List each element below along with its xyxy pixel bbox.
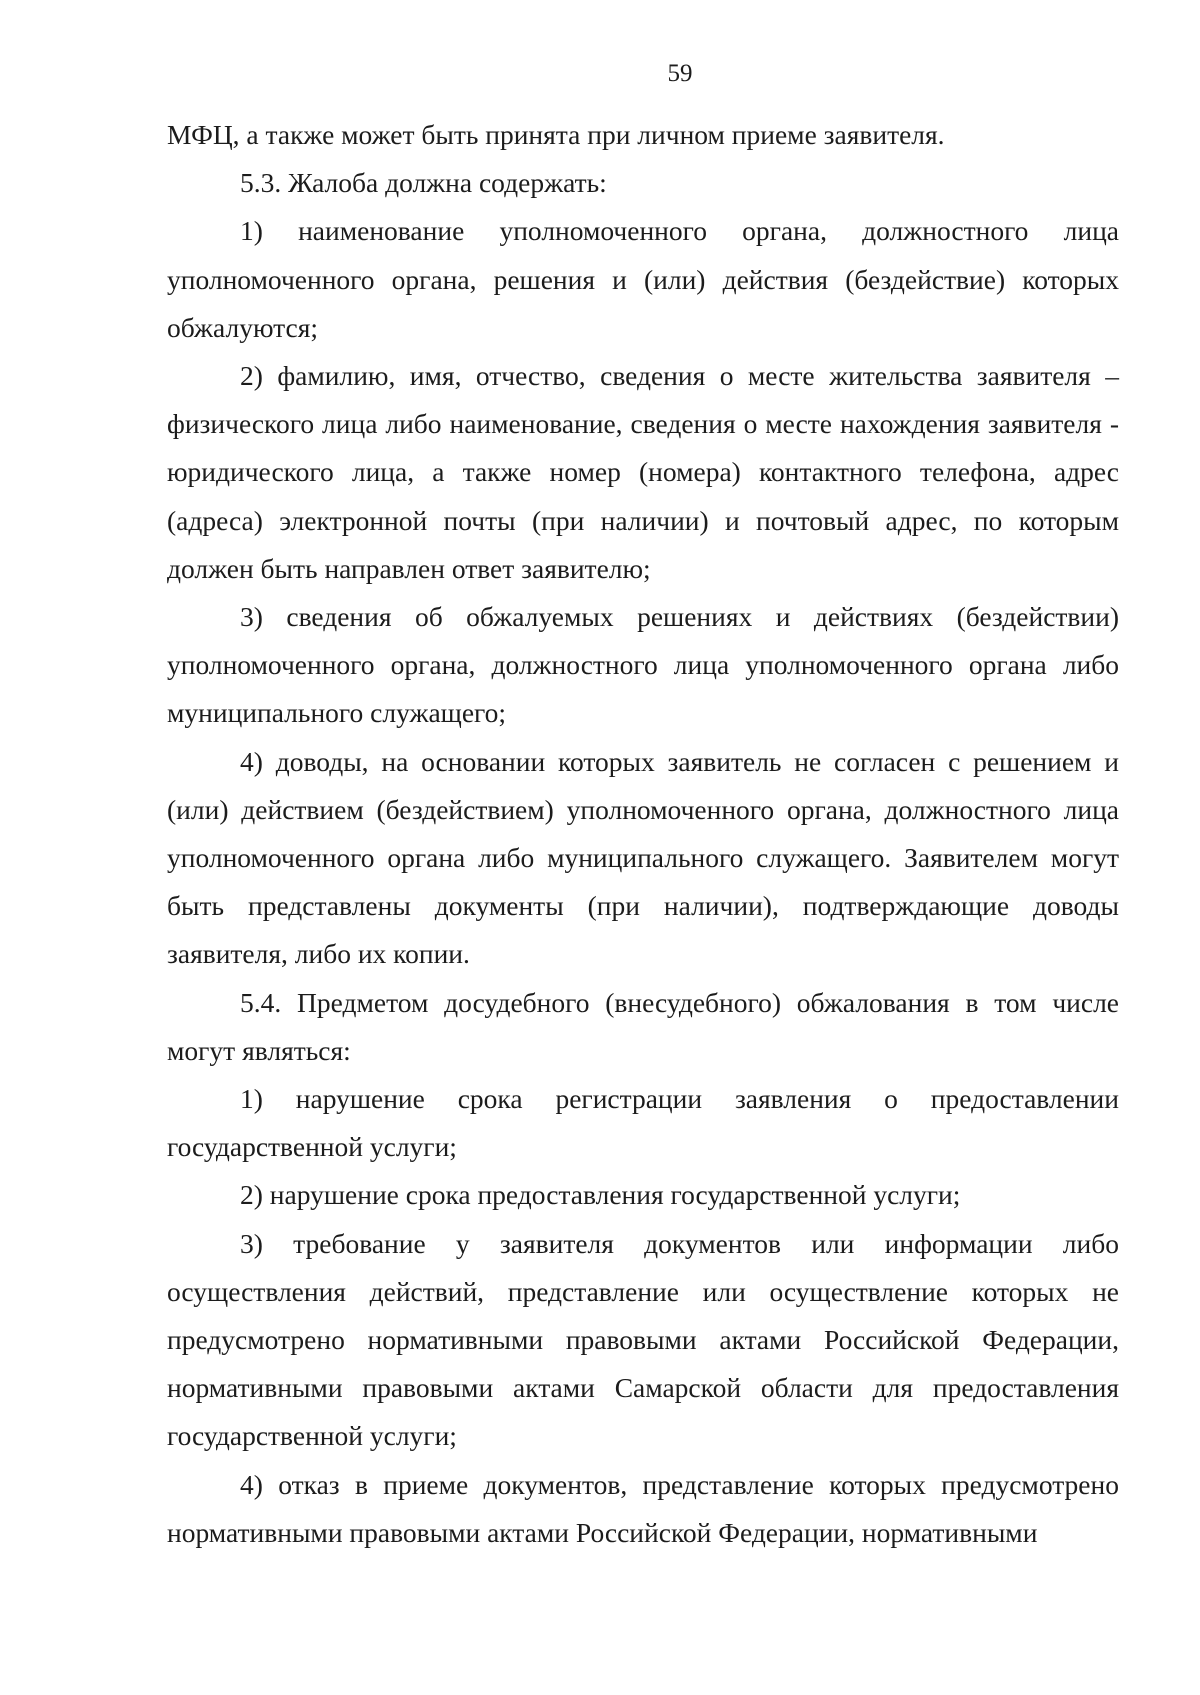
paragraph-5-3-item-2: 2) фамилию, имя, отчество, сведения о месте жительства заявителя – физического лица либо наименование, сведения о месте нахождения заявителя - юридического лица, а также номер (номера) контактного телефона, адрес (адреса) электронной почты (при наличии) и почтовый адрес, по которым должен быть направлен ответ заявителю; [167,360,1119,584]
paragraph-5-4-item-4: 4) отказ в приеме документов, представление которых предусмотрено нормативными правовыми актами Российской Федерации, нормативными [167,1468,1119,1548]
document-body [167,111,1119,1557]
paragraph-5-4-heading: 5.4. Предметом досудебного (внесудебного) обжалования в том числе могут являться: [167,986,1119,1066]
paragraph-5-4-item-1: 1) нарушение срока регистрации заявления о предоставлении государственной услуги; [167,1083,1119,1163]
page-number: 59 [667,60,693,87]
paragraph-5-3-item-3: 3) сведения об обжалуемых решениях и действиях (бездействии) уполномоченного органа, должностного лица уполномоченного органа либо муниципального служащего; [167,601,1119,729]
paragraph-continuation: МФЦ, а также может быть принята при личном приеме заявителя. [167,119,945,150]
paragraph-5-3-item-1: 1) наименование уполномоченного органа, должностного лица уполномоченного органа, решения и (или) действия (бездействие) которых обжалуются; [167,215,1119,343]
paragraph-5-4-item-3: 3) требование у заявителя документов или информации либо осуществления действий, представление или осуществление которых не предусмотрено нормативными правовыми актами Российской Федерации, нормативными правовыми актами Самарской области для предоставления государственной услуги; [167,1227,1119,1452]
paragraph-5-3-item-4: 4) доводы, на основании которых заявитель не согласен с решением и (или) действием (бездействием) уполномоченного органа, должностного лица уполномоченного органа либо муниципального служащего. Заявителем могут быть представлены документы (при наличии), подтверждающие доводы заявителя, либо их копии. [167,745,1119,970]
paragraph-5-4-item-2: 2) нарушение срока предоставления государственной услуги; [240,1179,961,1211]
paragraph-5-3-heading: 5.3. Жалоба должна содержать: [240,167,607,199]
